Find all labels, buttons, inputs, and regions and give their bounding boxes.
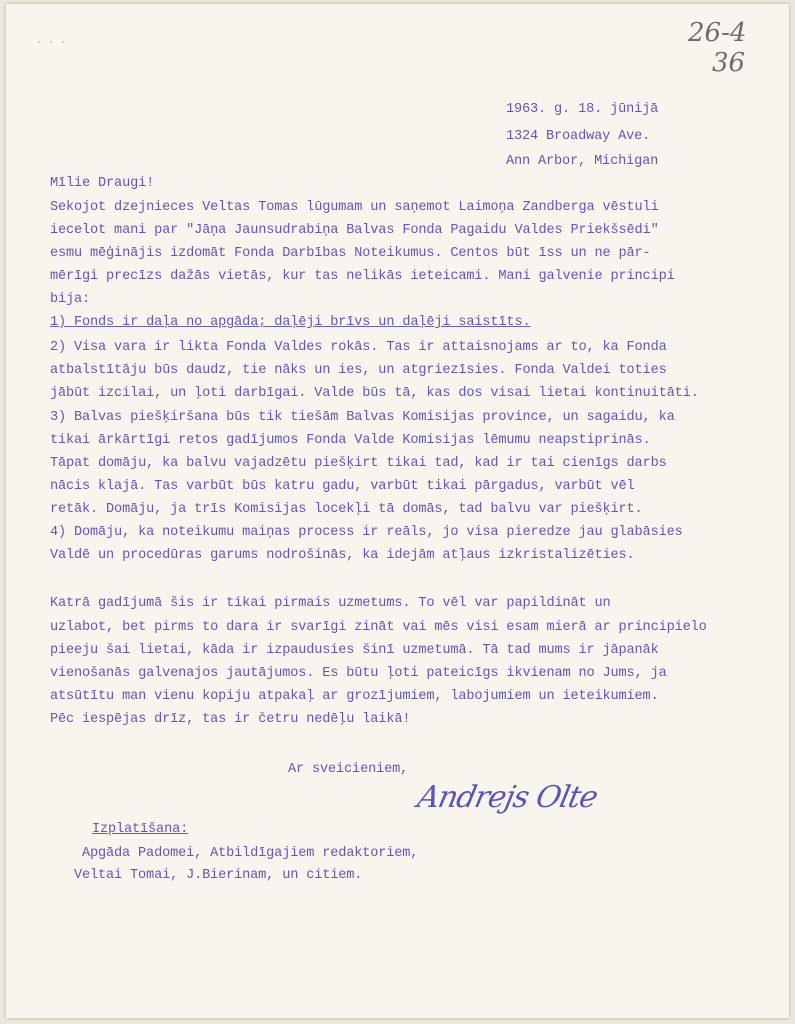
paragraph2-line-2: uzlabot, bet pirms to dara ir svarīgi zināt vai mēs visi esam mierā ar principielo (50, 620, 707, 635)
points-line-3: jābūt izcilai, un ļoti darbīgai. Valde būs tā, kas dos visai lietai kontinuitāti. (50, 386, 699, 401)
points-line-5: tikai ārkārtīgi retos gadījumos Fonda Valde Komisijas lēmumu neapstiprinās. (50, 433, 651, 448)
points-line-4: 3) Balvas piešķiršana būs tik tiešām Balvas Komisijas province, un sagaidu, ka (50, 410, 675, 425)
paragraph2-line-3: pieeju šai lietai, kāda ir izpaudusies šinī uzmetumā. Tā tad mums ir jāpanāk (50, 643, 659, 658)
paragraph1-line-4: mērīgi precīzs dažās vietās, kur tas nelikās ieteicami. Mani galvenie principi (50, 269, 675, 284)
distribution-line-1: Apgāda Padomei, Atbildīgajiem redaktoriem, (82, 846, 419, 861)
letter-page (6, 4, 789, 1018)
points-line-9: 4) Domāju, ka noteikumu maiņas process ir reāls, jo visa pieredze jau glabāsies (50, 525, 683, 540)
paragraph2-line-1: Katrā gadījumā šis ir tikai pirmais uzmetums. To vēl var papildināt un (50, 596, 611, 611)
closing: Ar sveicieniem, (288, 762, 409, 777)
paragraph1-line-2: iecelot mani par "Jāņa Jaunsudrabiņa Balvas Fonda Pagaidu Valdes Priekšsēdi" (50, 223, 659, 238)
letter-date: 1963. g. 18. jūnijā (506, 102, 659, 117)
distribution-heading: Izplatīšana: (92, 822, 189, 837)
points-line-1: 2) Visa vara ir likta Fonda Valdes rokās. Tas ir attaisnojams ar to, ka Fonda (50, 340, 667, 355)
points-line-8: retāk. Domāju, ja trīs Komisijas locekļi tā domās, tad balvu var piešķirt. (50, 502, 643, 517)
paragraph2-line-5: atsūtītu man vienu kopiju atpakaļ ar grozījumiem, labojumiem un ieteikumiem. (50, 689, 659, 704)
points-line-2: atbalstītāju būs daudz, tie nāks un ies, un atgriezīsies. Fonda Valdei toties (50, 363, 667, 378)
point-1-underlined: 1) Fonds ir daļa no apgāda; daļēji brīvs un daļēji saistīts. (50, 315, 531, 330)
points-line-10: Valdē un procedūras garums nodrošinās, ka idejām atļaus izkristalizēties. (50, 548, 635, 563)
paragraph1-line-1: Sekojot dzejnieces Veltas Tomas lūgumam un saņemot Laimoņa Zandberga vēstuli (50, 200, 659, 215)
letter-street: 1324 Broadway Ave. (506, 129, 651, 144)
points-line-6: Tāpat domāju, ka balvu vajadzētu piešķirt tikai tad, kad ir tai cienīgs darbs (50, 456, 667, 471)
paragraph2-line-6: Pēc iespējas drīz, tas ir četru nedēļu laikā! (50, 712, 411, 727)
letter-city: Ann Arbor, Michigan (506, 154, 659, 169)
paper-specks: · · · (36, 38, 67, 49)
pencil-note-top: 26-4 (688, 18, 747, 48)
salutation: Mīlie Draugi! (50, 176, 155, 191)
distribution-line-2: Veltai Tomai, J.Bierinam, un citiem. (74, 868, 363, 883)
pencil-note-bottom: 36 (712, 48, 746, 78)
paragraph1-line-3: esmu mēģinājis izdomāt Fonda Darbības Noteikumus. Centos būt īss un ne pār- (50, 246, 651, 261)
handwritten-signature: Andrejs Olte (414, 780, 601, 815)
points-line-7: nācis klajā. Tas varbūt būs katru gadu, varbūt tikai pārgadus, varbūt vēl (50, 479, 635, 494)
paragraph2-line-4: vienošanās galvenajos jautājumos. Es būtu ļoti pateicīgs ikvienam no Jums, ja (50, 666, 667, 681)
paragraph1-line-5: bija: (50, 292, 91, 307)
